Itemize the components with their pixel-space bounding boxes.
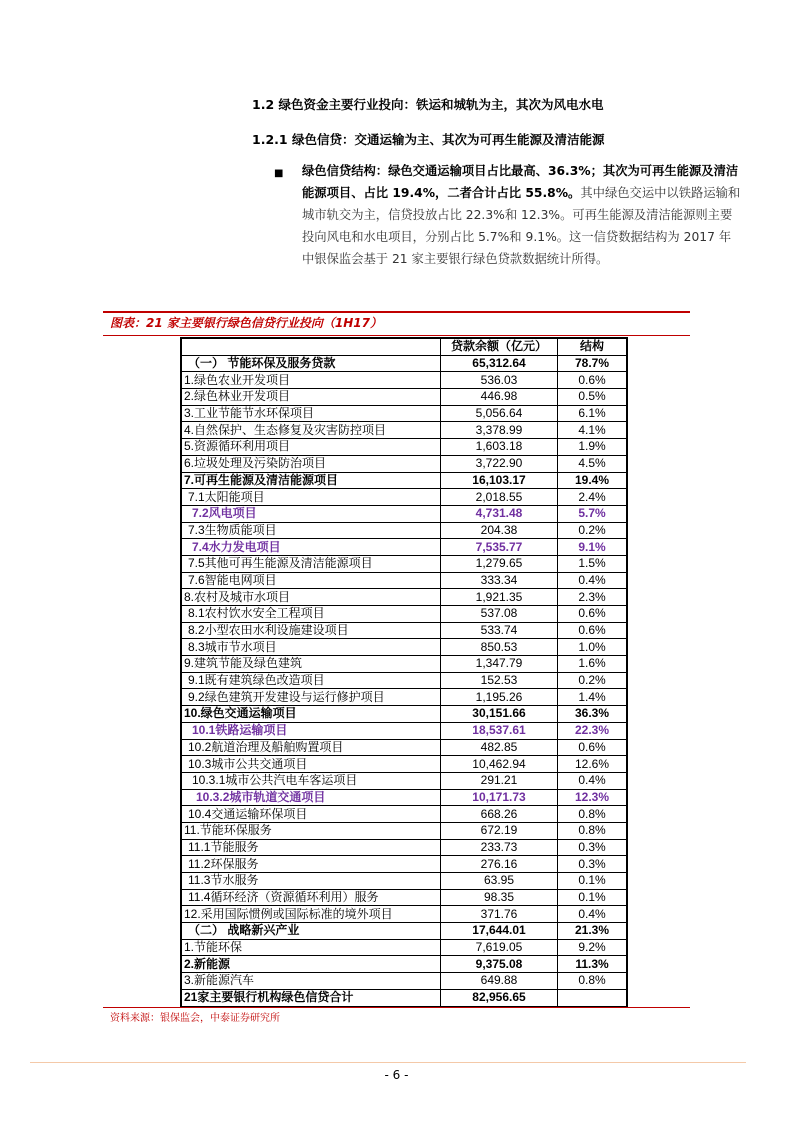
table-row [181, 706, 627, 723]
row-share [558, 989, 628, 1006]
row-share: 0.3% [558, 856, 628, 873]
row-amount: 65,312.64 [441, 355, 558, 372]
row-label: 7.6智能电网项目 [181, 572, 441, 589]
row-share: 12.6% [558, 756, 628, 773]
row-share: 19.4% [558, 472, 628, 489]
row-amount: 482.85 [441, 739, 558, 756]
row-share: 4.5% [558, 455, 628, 472]
table-row [181, 889, 627, 906]
row-share: 4.1% [558, 422, 628, 439]
table-row [181, 355, 627, 372]
row-amount: 10,171.73 [441, 789, 558, 806]
row-share: 0.2% [558, 672, 628, 689]
row-amount: 533.74 [441, 622, 558, 639]
row-label: 7.3生物质能项目 [181, 522, 441, 539]
row-label: 10.3.2城市轨道交通项目 [181, 789, 441, 806]
subsection-heading: 1.2.1 绿色信贷：交通运输为主、其次为可再生能源及清洁能源 [252, 132, 605, 147]
row-amount: 4,731.48 [441, 505, 558, 522]
row-share: 0.4% [558, 572, 628, 589]
row-share: 0.3% [558, 839, 628, 856]
row-amount: 152.53 [441, 672, 558, 689]
row-share: 0.8% [558, 806, 628, 823]
row-share: 1.0% [558, 639, 628, 656]
footer-rule [30, 1062, 746, 1063]
row-amount: 10,462.94 [441, 756, 558, 773]
row-amount: 371.76 [441, 906, 558, 923]
row-share: 9.1% [558, 539, 628, 556]
row-label: 11.2环保服务 [181, 856, 441, 873]
row-share: 0.6% [558, 622, 628, 639]
row-amount: 276.16 [441, 856, 558, 873]
row-share: 12.3% [558, 789, 628, 806]
row-share: 22.3% [558, 722, 628, 739]
row-amount: 5,056.64 [441, 405, 558, 422]
table-row [181, 422, 627, 439]
row-share: 0.8% [558, 822, 628, 839]
loan-table [180, 337, 628, 1008]
row-amount: 668.26 [441, 806, 558, 823]
section-heading: 1.2 绿色资金主要行业投向：铁运和城轨为主，其次为风电水电 [252, 97, 604, 112]
row-label: 7.可再生能源及清洁能源项目 [181, 472, 441, 489]
row-amount: 2,018.55 [441, 489, 558, 506]
table-header [181, 338, 627, 355]
table-row [181, 739, 627, 756]
row-label: 7.4水力发电项目 [181, 539, 441, 556]
row-label: 9.建筑节能及绿色建筑 [181, 656, 441, 673]
header-cell: 贷款余额（亿元） [441, 338, 558, 355]
row-label: （一） 节能环保及服务贷款 [181, 355, 441, 372]
row-label: 8.2小型农田水利设施建设项目 [181, 622, 441, 639]
row-amount: 1,603.18 [441, 439, 558, 456]
table-row [181, 489, 627, 506]
row-label: 1.节能环保 [181, 939, 441, 956]
table-row [181, 689, 627, 706]
row-label: 11.1节能服务 [181, 839, 441, 856]
table-row [181, 622, 627, 639]
row-label: 9.1既有建筑绿色改造项目 [181, 672, 441, 689]
table-row [181, 806, 627, 823]
row-amount: 1,347.79 [441, 656, 558, 673]
row-share: 1.4% [558, 689, 628, 706]
row-label: 3.工业节能节水环保项目 [181, 405, 441, 422]
row-label: 9.2绿色建筑开发建设与运行修护项目 [181, 689, 441, 706]
row-amount: 536.03 [441, 372, 558, 389]
table-row [181, 439, 627, 456]
row-amount: 7,535.77 [441, 539, 558, 556]
row-label: 11.4循环经济（资源循环利用）服务 [181, 889, 441, 906]
table-row [181, 789, 627, 806]
row-amount: 537.08 [441, 606, 558, 623]
body-paragraph [302, 160, 742, 270]
table-row [181, 923, 627, 940]
row-amount: 333.34 [441, 572, 558, 589]
row-label: 10.绿色交通运输项目 [181, 706, 441, 723]
row-share: 0.6% [558, 739, 628, 756]
row-share: 6.1% [558, 405, 628, 422]
row-label: 1.绿色农业开发项目 [181, 372, 441, 389]
row-amount: 233.73 [441, 839, 558, 856]
row-amount: 1,921.35 [441, 589, 558, 606]
table-row [181, 822, 627, 839]
row-label: 11.节能环保服务 [181, 822, 441, 839]
row-amount: 291.21 [441, 772, 558, 789]
row-label: 21家主要银行机构绿色信贷合计 [181, 989, 441, 1006]
row-amount: 98.35 [441, 889, 558, 906]
row-share: 11.3% [558, 956, 628, 973]
row-amount: 18,537.61 [441, 722, 558, 739]
table-row [181, 389, 627, 406]
row-label: 2.绿色林业开发项目 [181, 389, 441, 406]
caption-rule [103, 335, 690, 336]
row-label: （二） 战略新兴产业 [181, 923, 441, 940]
row-share: 2.4% [558, 489, 628, 506]
row-share: 0.1% [558, 889, 628, 906]
table-row [181, 656, 627, 673]
row-share: 0.2% [558, 522, 628, 539]
caption-rule [103, 311, 690, 313]
table-row [181, 405, 627, 422]
row-share: 36.3% [558, 706, 628, 723]
table-row [181, 606, 627, 623]
source-rule [103, 1007, 690, 1008]
table-row [181, 505, 627, 522]
header-cell [181, 338, 441, 355]
table-row [181, 672, 627, 689]
paragraph-text: 其中绿色交运中以铁路运输和城市轨交为主，信贷投放占比 22.3%和 12.3%。可再生能源及清洁能源则主要投向风电和水电项目，分别占比 5.7%和 9.1%。这一信贷数据结构为 2017 年中银保监会基于 21 家主要银行绿色贷款数据统计所得。 [302, 186, 741, 266]
row-label: 10.2航道治理及船舶购置项目 [181, 739, 441, 756]
table-row [181, 989, 627, 1006]
table-row [181, 522, 627, 539]
row-amount: 17,644.01 [441, 923, 558, 940]
row-amount: 672.19 [441, 822, 558, 839]
page-number: - 6 - [384, 1068, 409, 1082]
row-amount: 3,378.99 [441, 422, 558, 439]
row-share: 9.2% [558, 939, 628, 956]
figure-caption: 图表：21 家主要银行绿色信贷行业投向（1H17） [110, 316, 382, 330]
row-label: 6.垃圾处理及污染防治项目 [181, 455, 441, 472]
row-label: 7.2风电项目 [181, 505, 441, 522]
square-bullet-icon: ■ [274, 168, 284, 179]
row-share: 21.3% [558, 923, 628, 940]
row-share: 0.6% [558, 606, 628, 623]
row-label: 12.采用国际惯例或国际标准的境外项目 [181, 906, 441, 923]
table-row [181, 772, 627, 789]
row-label: 10.3城市公共交通项目 [181, 756, 441, 773]
table-row [181, 939, 627, 956]
table-row [181, 555, 627, 572]
row-amount: 63.95 [441, 873, 558, 890]
row-share: 78.7% [558, 355, 628, 372]
row-amount: 1,195.26 [441, 689, 558, 706]
row-label: 4.自然保护、生态修复及灾害防控项目 [181, 422, 441, 439]
row-amount: 204.38 [441, 522, 558, 539]
row-label: 8.1农村饮水安全工程项目 [181, 606, 441, 623]
row-share: 2.3% [558, 589, 628, 606]
row-amount: 3,722.90 [441, 455, 558, 472]
row-share: 0.6% [558, 372, 628, 389]
row-label: 2.新能源 [181, 956, 441, 973]
row-share: 0.8% [558, 973, 628, 990]
row-label: 8.农村及城市水项目 [181, 589, 441, 606]
row-label: 7.1太阳能项目 [181, 489, 441, 506]
table-row [181, 372, 627, 389]
row-amount: 850.53 [441, 639, 558, 656]
row-share: 1.6% [558, 656, 628, 673]
row-amount: 1,279.65 [441, 555, 558, 572]
row-share: 1.5% [558, 555, 628, 572]
row-share: 0.5% [558, 389, 628, 406]
table-row [181, 472, 627, 489]
table-row [181, 956, 627, 973]
table-row [181, 589, 627, 606]
row-amount: 30,151.66 [441, 706, 558, 723]
table-row [181, 856, 627, 873]
row-share: 0.4% [558, 906, 628, 923]
table-row [181, 906, 627, 923]
table-row [181, 639, 627, 656]
table-row [181, 973, 627, 990]
row-amount: 16,103.17 [441, 472, 558, 489]
table-row [181, 455, 627, 472]
row-amount: 9,375.08 [441, 956, 558, 973]
row-label: 5.资源循环利用项目 [181, 439, 441, 456]
table-row [181, 839, 627, 856]
row-amount: 7,619.05 [441, 939, 558, 956]
row-share: 0.1% [558, 873, 628, 890]
row-label: 8.3城市节水项目 [181, 639, 441, 656]
header-cell: 结构 [558, 338, 628, 355]
row-amount: 82,956.65 [441, 989, 558, 1006]
source-note: 资料来源：银保监会，中泰证券研究所 [110, 1013, 280, 1024]
row-label: 7.5其他可再生能源及清洁能源项目 [181, 555, 441, 572]
table-row [181, 572, 627, 589]
row-share: 5.7% [558, 505, 628, 522]
table-row [181, 539, 627, 556]
paragraph-bold: 绿色信贷结构：绿色交通运输项目占比最高、36.3%；其次为可再生能源及清洁能源项目、占比 19.4%，二者合计占比 55.8%。 [302, 164, 739, 200]
row-label: 11.3节水服务 [181, 873, 441, 890]
table-row [181, 873, 627, 890]
row-label: 10.3.1城市公共汽电车客运项目 [181, 772, 441, 789]
row-label: 3.新能源汽车 [181, 973, 441, 990]
row-amount: 649.88 [441, 973, 558, 990]
row-label: 10.1铁路运输项目 [181, 722, 441, 739]
row-share: 1.9% [558, 439, 628, 456]
table-row [181, 756, 627, 773]
table-row [181, 722, 627, 739]
row-label: 10.4交通运输环保项目 [181, 806, 441, 823]
row-share: 0.4% [558, 772, 628, 789]
row-amount: 446.98 [441, 389, 558, 406]
